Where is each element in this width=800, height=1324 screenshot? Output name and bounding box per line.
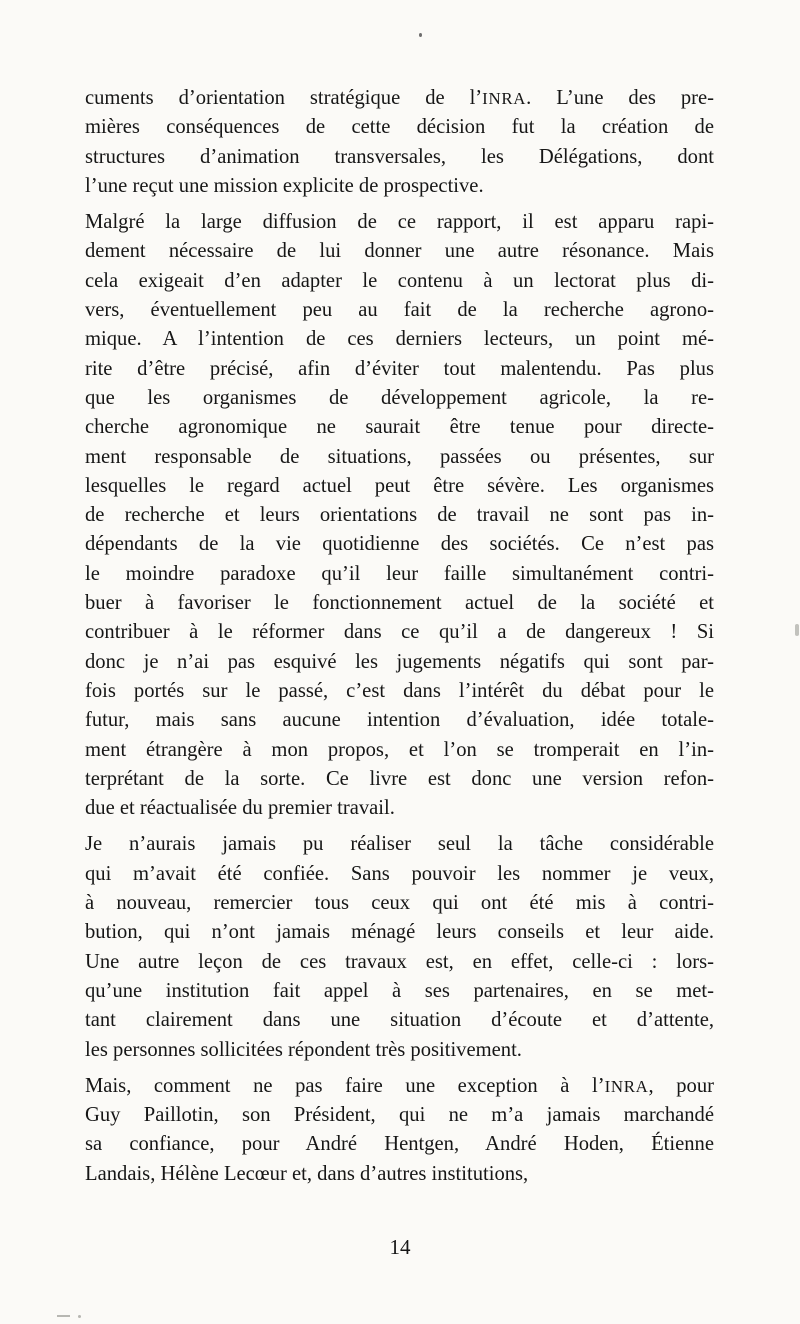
text-line: cuments d’orientation stratégique de l’INRA. L’une des pre- (85, 87, 714, 109)
text-line: vers, éventuellement peu au fait de la recherche agrono- (85, 299, 714, 322)
text-line: Guy Paillotin, son Président, qui ne m’a jamais marchandé (85, 1104, 714, 1127)
text-line: buer à favoriser le fonctionnement actuel de la société et (85, 592, 714, 615)
page-number: 14 (389, 1235, 411, 1259)
text-line: Mais, comment ne pas faire une exception à l’INRA, pour (85, 1074, 714, 1097)
text-line: donc je n’ai pas esquivé les jugements négatifs qui sont par- (85, 650, 714, 673)
text-line: tant clairement dans une situation d’écoute et d’attente, (85, 1009, 714, 1032)
text-line: futur, mais sans aucune intention d’évaluation, idée totale- (85, 709, 714, 732)
body-text (85, 84, 714, 1189)
text-line: contribuer à le réformer dans ce qu’il a de dangereux ! Si (85, 621, 714, 644)
text-line: fois portés sur le passé, c’est dans l’intérêt du débat pour le (85, 679, 714, 702)
text-line: due et réactualisée du premier travail. (85, 797, 395, 820)
paragraph (85, 208, 714, 823)
text-line: cherche agronomique ne saurait être tenue pour directe- (85, 416, 714, 439)
smallcaps-acronym: INRA (604, 1076, 649, 1096)
text-line: bution, qui n’ont jamais ménagé leurs conseils et leur aide. (85, 921, 714, 944)
scan-artifact-dash (57, 1315, 70, 1317)
text-line: l’une reçut une mission explicite de prospective. (85, 174, 484, 197)
text-line: Je n’aurais jamais pu réaliser seul la tâche considérable (85, 833, 714, 856)
text-line: rite d’être précisé, afin d’éviter tout malentendu. Pas plus (85, 357, 714, 380)
scan-artifact-speck (78, 1315, 81, 1318)
text-line: mières conséquences de cette décision fut la création de (85, 116, 714, 139)
text-line: sa confiance, pour André Hentgen, André Hoden, Étienne (85, 1133, 714, 1156)
text-line: lesquelles le regard actuel peut être sévère. Les organismes (85, 474, 714, 497)
text-line: dement nécessaire de lui donner une autre résonance. Mais (85, 240, 714, 263)
text-line: qui m’avait été confiée. Sans pouvoir les nommer je veux, (85, 862, 714, 885)
text-line: ment étrangère à mon propos, et l’on se tromperait en l’in- (85, 738, 714, 761)
text-line: qu’une institution fait appel à ses partenaires, en se met- (85, 979, 714, 1002)
text-line: cela exigeait d’en adapter le contenu à un lectorat plus di- (85, 269, 714, 292)
text-line: le moindre paradoxe qu’il leur faille simultanément contri- (85, 562, 714, 585)
scan-artifact-dot (419, 33, 422, 37)
text-line: structures d’animation transversales, les Délégations, dont (85, 145, 714, 168)
text-line: Une autre leçon de ces travaux est, en effet, celle-ci : lors- (85, 950, 714, 973)
text-line: ment responsable de situations, passées ou présentes, sur (85, 445, 714, 468)
text-line: Malgré la large diffusion de ce rapport, il est apparu rapi- (85, 211, 714, 234)
text-line: à nouveau, remercier tous ceux qui ont été mis à contri- (85, 892, 714, 915)
paragraph (85, 84, 714, 201)
text-line: dépendants de la vie quotidienne des sociétés. Ce n’est pas (85, 533, 714, 556)
text-line: les personnes sollicitées répondent très positivement. (85, 1038, 522, 1061)
text-line: que les organismes de développement agricole, la re- (85, 386, 714, 409)
text-line: mique. A l’intention de ces derniers lecteurs, un point mé- (85, 328, 714, 351)
smallcaps-acronym: INRA (482, 89, 527, 108)
text-line: Landais, Hélène Lecœur et, dans d’autres institutions, (85, 1162, 529, 1185)
paragraph (85, 1072, 714, 1189)
text-line: de recherche et leurs orientations de travail ne sont pas in- (85, 504, 714, 527)
scan-artifact-edge (795, 624, 799, 636)
text-line: terprétant de la sorte. Ce livre est donc une version refon- (85, 767, 714, 790)
paragraph (85, 830, 714, 1064)
